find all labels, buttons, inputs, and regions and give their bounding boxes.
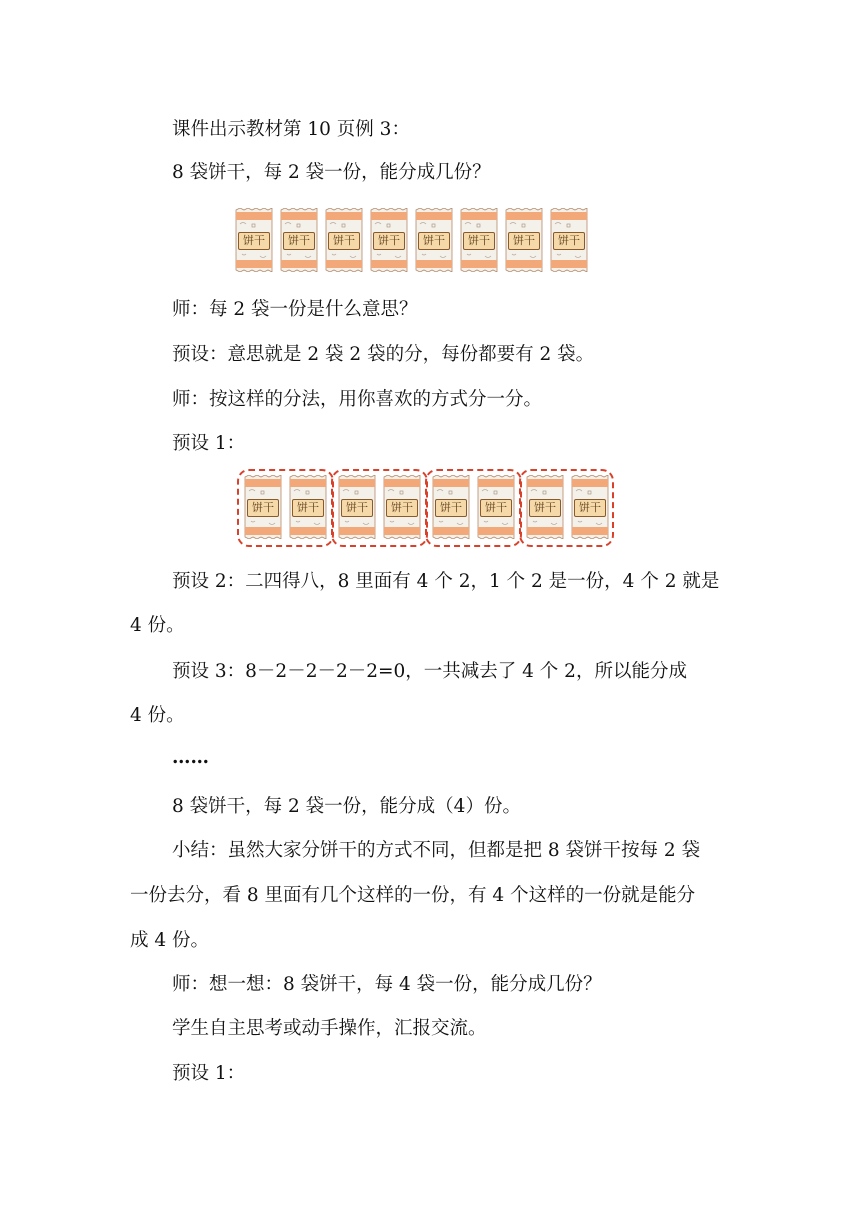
biscuit-bag-icon <box>324 208 364 272</box>
biscuit-label: 饼干 <box>292 499 324 517</box>
problem-statement: 8 袋饼干，每 2 袋一份，能分成几份？ <box>172 162 491 183</box>
biscuit-label: 饼干 <box>574 499 606 517</box>
group-outline <box>425 469 522 547</box>
text-line: 预设：意思就是 2 袋 2 袋的分，每份都要有 2 袋。 <box>172 344 595 365</box>
biscuit-bag-icon <box>279 208 319 272</box>
text-line: 预设 3：8－2－2－2－2=0，一共减去了 4 个 2，所以能分成 <box>172 661 687 682</box>
biscuit-label: 饼干 <box>386 499 418 517</box>
biscuit-label: 饼干 <box>283 232 315 250</box>
text-line: 8 袋饼干，每 2 袋一份，能分成（4）份。 <box>172 796 521 817</box>
text-line: 预设 1： <box>172 433 246 454</box>
text-line: 学生自主思考或动手操作，汇报交流。 <box>172 1018 487 1039</box>
text-line: 4 份。 <box>130 615 185 636</box>
biscuit-row <box>234 208 594 272</box>
summary-line: 小结：虽然大家分饼干的方式不同，但都是把 8 袋饼干按每 2 袋 <box>172 840 701 861</box>
biscuit-label: 饼干 <box>480 499 512 517</box>
summary-line: 一份去分，看 8 里面有几个这样的一份，有 4 个这样的一份就是能分 <box>130 885 696 906</box>
biscuit-label: 饼干 <box>435 499 467 517</box>
biscuit-bag-icon <box>234 208 274 272</box>
text-line: 预设 1： <box>172 1063 246 1084</box>
biscuit-label: 饼干 <box>238 232 270 250</box>
biscuit-label: 饼干 <box>553 232 585 250</box>
text-line: 师：想一想：8 袋饼干，每 4 袋一份，能分成几份？ <box>172 974 602 995</box>
biscuit-label: 饼干 <box>328 232 360 250</box>
biscuit-bag-icon <box>504 208 544 272</box>
ellipsis: …… <box>172 747 209 768</box>
biscuit-bag-icon <box>459 208 499 272</box>
group-outline <box>519 469 614 547</box>
biscuit-label: 饼干 <box>247 499 279 517</box>
biscuit-bag-icon <box>549 208 589 272</box>
biscuit-label: 饼干 <box>418 232 450 250</box>
biscuit-bag-icon <box>414 208 454 272</box>
biscuit-label: 饼干 <box>341 499 373 517</box>
text-line: 师：每 2 袋一份是什么意思？ <box>172 299 418 320</box>
biscuit-bag-icon <box>369 208 409 272</box>
text-line: 课件出示教材第 10 页例 3： <box>172 119 410 140</box>
biscuit-label: 饼干 <box>529 499 561 517</box>
text-line: 预设 2：二四得八，8 里面有 4 个 2，1 个 2 是一份，4 个 2 就是 <box>172 571 720 592</box>
biscuit-label: 饼干 <box>463 232 495 250</box>
biscuit-label: 饼干 <box>508 232 540 250</box>
text-line: 师：按这样的分法，用你喜欢的方式分一分。 <box>172 389 543 410</box>
text-line: 4 份。 <box>130 705 185 726</box>
biscuit-label: 饼干 <box>373 232 405 250</box>
group-outline <box>331 469 428 547</box>
group-outline <box>237 469 334 547</box>
summary-line: 成 4 份。 <box>130 930 210 951</box>
